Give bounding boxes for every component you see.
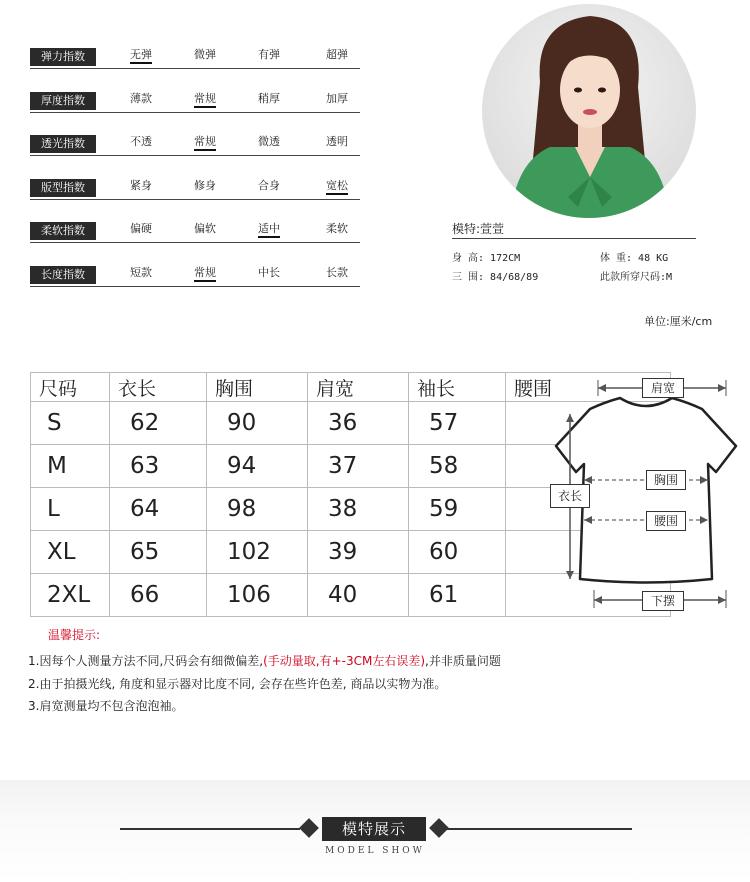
header-cell: 衣长: [110, 373, 207, 402]
index-option: 微透: [258, 135, 280, 149]
index-divider: [30, 112, 360, 113]
index-option: 超弹: [326, 48, 348, 61]
model-name-value: 萱萱: [480, 222, 505, 236]
index-row: [30, 222, 360, 244]
index-label: 透光指数: [30, 135, 96, 153]
index-divider: [30, 242, 360, 243]
table-cell: 2XL: [31, 574, 110, 617]
index-option: 柔软: [326, 222, 348, 236]
table-cell: 90: [207, 402, 308, 445]
index-divider: [30, 286, 360, 287]
index-label: 长度指数: [30, 266, 96, 284]
table-cell: 62: [110, 402, 207, 445]
garment-diagram: [550, 374, 742, 614]
footer-subtitle: MODEL SHOW: [325, 846, 425, 856]
index-divider: [30, 155, 360, 156]
index-option: 修身: [194, 178, 216, 192]
table-cell: 40: [308, 574, 409, 617]
table-cell: S: [31, 402, 110, 445]
header-cell: 胸围: [207, 373, 308, 402]
index-option-selected: 适中: [258, 222, 280, 238]
index-label: 厚度指数: [30, 92, 96, 110]
index-option: 偏硬: [130, 222, 152, 236]
table-cell: 36: [308, 402, 409, 445]
model-info-divider: [452, 238, 696, 239]
index-option-selected: 无弹: [130, 48, 152, 64]
note-line-1-tail: ,并非质量问题: [425, 654, 501, 668]
header-cell: 腰围: [506, 373, 671, 402]
table-cell: XL: [31, 531, 110, 574]
index-divider: [30, 68, 360, 69]
footer-title: 模特展示: [322, 817, 426, 841]
footer-line-left: [120, 828, 300, 830]
model-name-label: 模特:: [452, 222, 481, 236]
index-option-selected: 常规: [194, 135, 216, 151]
table-cell: 37: [308, 445, 409, 488]
table-cell: 98: [207, 488, 308, 531]
table-cell: 59: [409, 488, 506, 531]
table-cell: 57: [409, 402, 506, 445]
table-cell: 39: [308, 531, 409, 574]
index-option: 微弹: [194, 48, 216, 61]
footer-line-right: [446, 828, 632, 830]
diagram-chest-label: 胸围: [646, 470, 686, 490]
header-cell: 尺码: [31, 373, 110, 402]
table-cell: 94: [207, 445, 308, 488]
unit-label: 单位:厘米/cm: [644, 315, 713, 328]
note-line-1-text: 1.因每个人测量方法不同,尺码会有细微偏差,: [28, 654, 264, 668]
index-option-selected: 常规: [194, 92, 216, 108]
index-label: 柔软指数: [30, 222, 96, 240]
index-option: 透明: [326, 135, 348, 149]
table-cell: 38: [308, 488, 409, 531]
table-cell: 60: [409, 531, 506, 574]
index-option: 加厚: [326, 91, 348, 105]
model-height: 身 高: 172CM: [452, 253, 521, 264]
model-name: [452, 220, 504, 237]
index-divider: [30, 199, 360, 200]
index-option: 紧身: [130, 178, 152, 192]
model-photo: [480, 2, 698, 220]
index-option: 短款: [130, 266, 152, 279]
table-cell: 106: [207, 574, 308, 617]
index-option: 偏软: [194, 222, 216, 236]
index-label: 版型指数: [30, 179, 96, 197]
index-row: [30, 48, 360, 70]
index-option-selected: 宽松: [326, 179, 348, 195]
index-label: 弹力指数: [30, 48, 96, 66]
index-row: [30, 92, 360, 114]
index-option: 不透: [130, 135, 152, 149]
header-cell: 肩宽: [308, 373, 409, 402]
model-weight: 体 重: 48 KG: [600, 253, 669, 264]
note-line-1-highlight: (手动量取,有+-3CM左右误差): [263, 654, 426, 668]
table-cell: M: [31, 445, 110, 488]
note-line-3: 3.肩宽测量均不包含泡泡袖。: [28, 699, 184, 713]
table-cell: 61: [409, 574, 506, 617]
index-row: [30, 135, 360, 157]
table-cell: 58: [409, 445, 506, 488]
note-line-2: 2.由于拍摄光线, 角度和显示器对比度不同, 会存在些许色差, 商品以实物为准。: [28, 677, 447, 691]
diagram-shoulder-label: 肩宽: [642, 378, 684, 398]
notes-title: 温馨提示:: [48, 628, 101, 642]
index-option: 薄款: [130, 91, 152, 105]
index-option-selected: 常规: [194, 266, 216, 282]
note-line-1: [28, 652, 501, 669]
diagram-hem-label: 下摆: [642, 591, 684, 611]
model-measurements: 三 围: 84/68/89: [452, 272, 539, 283]
index-row: [30, 179, 360, 201]
header-cell: 袖长: [409, 373, 506, 402]
table-cell: L: [31, 488, 110, 531]
index-option: 有弹: [258, 48, 280, 61]
table-cell: 66: [110, 574, 207, 617]
model-size-worn: 此款所穿尺码:M: [600, 272, 673, 283]
table-cell: 64: [110, 488, 207, 531]
table-cell: 63: [110, 445, 207, 488]
diagram-waist-label: 腰围: [646, 511, 686, 531]
table-cell: 65: [110, 531, 207, 574]
table-cell: 102: [207, 531, 308, 574]
diagram-length-label: 衣长: [550, 484, 590, 508]
index-row: [30, 266, 360, 288]
index-option: 合身: [258, 178, 280, 192]
index-option: 稍厚: [258, 91, 280, 105]
index-option: 中长: [258, 266, 280, 279]
index-option: 长款: [326, 266, 348, 279]
